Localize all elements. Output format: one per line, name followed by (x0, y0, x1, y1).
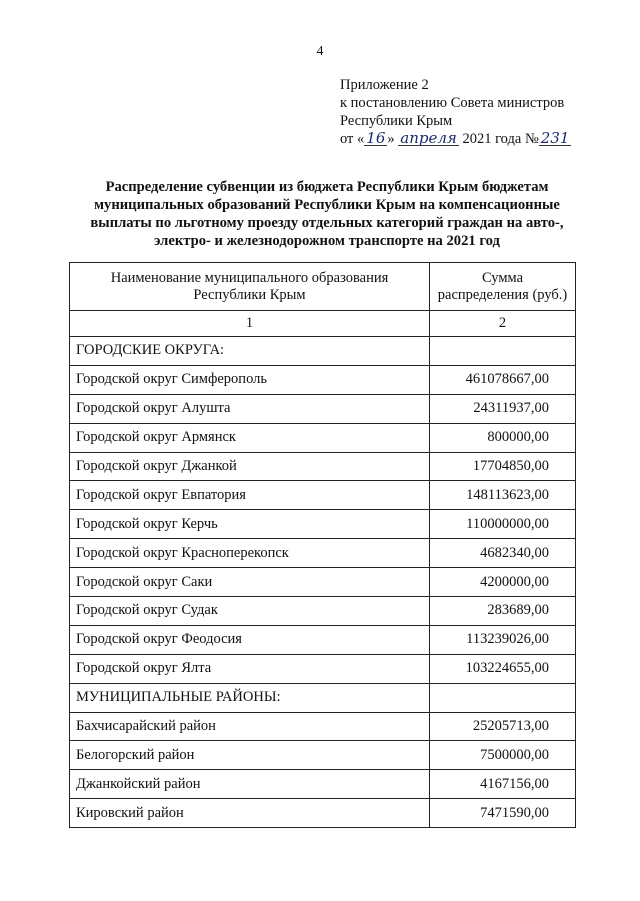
table-row (70, 365, 576, 394)
table-row (70, 481, 576, 510)
distribution-sum (430, 683, 576, 712)
table-row (70, 394, 576, 423)
municipality-name: Городской округ Джанкой (70, 452, 430, 481)
table-row (70, 337, 576, 366)
municipality-name: Городской округ Феодосия (70, 625, 430, 654)
distribution-sum: 113239026,00 (430, 625, 576, 654)
table-row (70, 741, 576, 770)
distribution-sum: 7471590,00 (430, 799, 576, 828)
distribution-sum: 110000000,00 (430, 510, 576, 539)
table-row (70, 510, 576, 539)
table-row (70, 452, 576, 481)
distribution-sum: 7500000,00 (430, 741, 576, 770)
municipality-name: Городской округ Ялта (70, 654, 430, 683)
table-row (70, 423, 576, 452)
table-row (70, 597, 576, 626)
annex-government: Республики Крым (340, 113, 453, 129)
number-prefix: № (524, 131, 539, 147)
municipality-name: Городской округ Армянск (70, 423, 430, 452)
table-row (70, 539, 576, 568)
distribution-sum: 148113623,00 (430, 481, 576, 510)
table-row (70, 799, 576, 828)
municipality-name: Городской округ Евпатория (70, 481, 430, 510)
municipality-name: Городской округ Красноперекопск (70, 539, 430, 568)
distribution-sum: 103224655,00 (430, 654, 576, 683)
municipality-name: Городской округ Судак (70, 597, 430, 626)
table-row (70, 770, 576, 799)
distribution-sum: 461078667,00 (430, 365, 576, 394)
distribution-sum: 24311937,00 (430, 394, 576, 423)
handwritten-month: апреля (400, 129, 457, 147)
municipality-name: Городской округ Симферополь (70, 365, 430, 394)
distribution-sum: 800000,00 (430, 423, 576, 452)
table-row (70, 712, 576, 741)
municipality-name: Белогорский район (70, 741, 430, 770)
municipality-name: Городской округ Алушта (70, 394, 430, 423)
municipality-name: Кировский район (70, 799, 430, 828)
header-sum: Сумма распределения (руб.) (430, 263, 576, 311)
municipality-name: Джанкойский район (70, 770, 430, 799)
municipality-name: МУНИЦИПАЛЬНЫЕ РАЙОНЫ: (70, 683, 430, 712)
table-row (70, 625, 576, 654)
distribution-sum: 4200000,00 (430, 568, 576, 597)
distribution-sum: 4682340,00 (430, 539, 576, 568)
date-separator: » (387, 131, 395, 147)
municipality-name: Городской округ Саки (70, 568, 430, 597)
annex-date-line (340, 130, 630, 148)
annex-reference: к постановлению Совета министров (340, 95, 565, 111)
handwritten-number: 231 (540, 129, 570, 147)
column-numbers-row (70, 311, 576, 337)
table-body (70, 263, 576, 828)
distribution-sum: 283689,00 (430, 597, 576, 626)
column-number-1: 1 (70, 311, 430, 337)
handwritten-day: 16 (366, 129, 386, 147)
municipality-name: ГОРОДСКИЕ ОКРУГА: (70, 337, 430, 366)
distribution-table (69, 262, 576, 828)
date-year: 2021 года (462, 131, 522, 147)
document-title: Распределение субвенции из бюджета Республики Крым бюджетам муниципальных образований Республики Крым на компенсационные выплаты по льготному проезду отдельных категорий граждан на авто-, электро- и железнодорожном транспорте на 2021 год (90, 179, 564, 249)
page-number: 4 (316, 44, 324, 59)
table-header-row (70, 263, 576, 311)
table-row (70, 568, 576, 597)
header-municipality: Наименование муниципального образования Республики Крым (70, 263, 430, 311)
table-row (70, 654, 576, 683)
distribution-sum (430, 337, 576, 366)
date-prefix: от « (340, 131, 365, 147)
municipality-name: Бахчисарайский район (70, 712, 430, 741)
table-row (70, 683, 576, 712)
distribution-sum: 25205713,00 (430, 712, 576, 741)
annex-block (340, 76, 630, 148)
distribution-sum: 4167156,00 (430, 770, 576, 799)
distribution-sum: 17704850,00 (430, 452, 576, 481)
municipality-name: Городской округ Керчь (70, 510, 430, 539)
column-number-2: 2 (430, 311, 576, 337)
annex-title: Приложение 2 (340, 77, 429, 93)
